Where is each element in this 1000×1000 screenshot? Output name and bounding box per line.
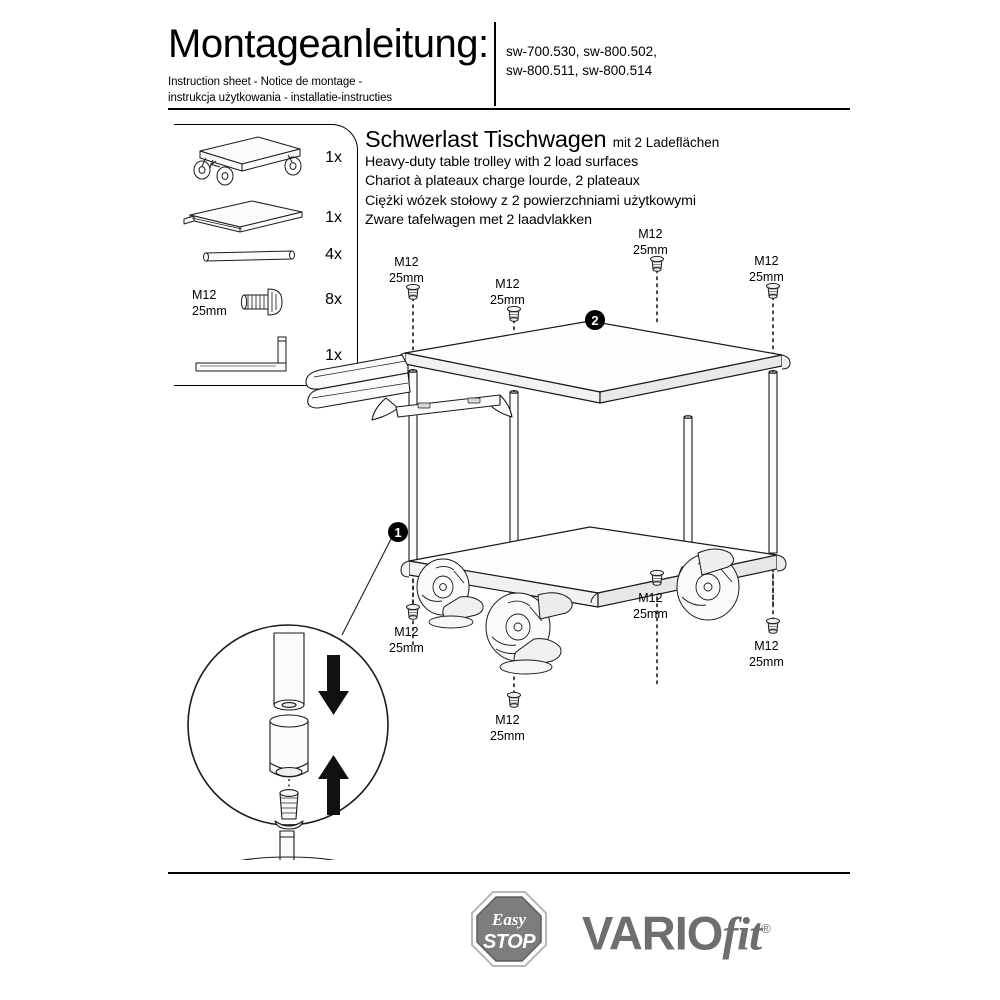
bolt-label-bottom-left-length: 25mm <box>389 640 424 655</box>
bolt-label-bottom-front <box>490 713 525 744</box>
bolt-label-top-left-length: 25mm <box>389 270 424 285</box>
post-rear-left <box>409 371 417 563</box>
bolt-label-top-center <box>633 227 668 258</box>
svg-text:1: 1 <box>394 525 402 540</box>
subtitle-line-1: Instruction sheet - Notice de montage - <box>168 76 363 88</box>
bolt-label-bottom-front-length: 25mm <box>490 728 525 743</box>
article-number-line-2: sw-800.511, sw-800.514 <box>506 63 653 78</box>
bolt-top-left <box>407 284 420 299</box>
parts-list-item-shelf <box>174 197 358 239</box>
bolt-label-bottom-front-size: M12 <box>495 713 520 727</box>
post-rear-right <box>769 372 777 553</box>
parts-quantity-post: 4x <box>325 246 342 263</box>
bolt-label-bottom-mid-length: 25mm <box>633 606 668 621</box>
article-numbers <box>506 42 657 80</box>
product-name-de-main: Schwerlast Tischwagen <box>365 126 607 152</box>
product-title-block <box>365 126 835 231</box>
svg-text:2: 2 <box>591 313 599 328</box>
upper-load-surface <box>397 321 790 403</box>
parts-quantity-shelf: 1x <box>325 209 342 226</box>
brand-prefix: VARIO <box>582 906 723 960</box>
registered-mark: ® <box>761 920 770 936</box>
bolt-spec-size: M12 <box>192 288 217 302</box>
easystop-logo <box>470 890 548 973</box>
header-rule <box>168 108 850 110</box>
bolt-label-top-mid-size: M12 <box>495 277 520 291</box>
footer-rule <box>168 872 850 874</box>
bolt-label-top-left-size: M12 <box>394 255 419 269</box>
bolt-label-bottom-mid-size: M12 <box>638 591 663 605</box>
bolt-label-top-right <box>749 254 784 285</box>
assembly-diagram-svg <box>170 235 850 860</box>
product-name-pl: Ciężki wózek stołowy z 2 powierzchniami użytkowymi <box>365 192 696 209</box>
product-name-nl: Zware tafelwagen met 2 laadvlakken <box>365 212 592 229</box>
brake-pedal-front-left <box>538 593 572 619</box>
parts-list-item-base <box>174 131 358 189</box>
bolt-label-bottom-right-size: M12 <box>754 639 779 653</box>
bolt-spec-length: 25mm <box>192 304 227 318</box>
sheet-footer <box>168 884 850 976</box>
subtitle-line-2: instrukcja użytkowania - installatie-instructies <box>168 92 393 104</box>
bolt-bottom-right <box>767 618 780 633</box>
bolt-bottom-left <box>407 604 420 619</box>
sheet-header <box>168 18 850 106</box>
bolt-label-top-right-length: 25mm <box>749 269 784 284</box>
variofit-wordmark <box>582 900 770 964</box>
bolt-label-top-center-length: 25mm <box>633 242 668 257</box>
article-number-line-1: sw-700.530, sw-800.502, <box>506 44 657 59</box>
detail-hex-key <box>192 831 294 860</box>
trolley-base-icon <box>180 131 312 194</box>
assembly-diagram <box>170 227 850 860</box>
bolt-label-top-mid-length: 25mm <box>490 292 525 307</box>
bolt-label-top-center-size: M12 <box>638 227 663 241</box>
svg-text:STOP: STOP <box>482 931 536 953</box>
parts-quantity-hexkey: 1x <box>325 347 342 364</box>
product-name-de <box>365 126 835 153</box>
product-name-en: Heavy-duty table trolley with 2 load surfaces <box>365 154 639 170</box>
page-title: Montageanleitung: <box>168 22 489 66</box>
bolt-label-bottom-right-length: 25mm <box>749 654 784 669</box>
bolt-label-bottom-mid <box>633 591 668 622</box>
caster-front-left-with-brake <box>486 593 572 674</box>
bolt-label-bottom-right <box>749 639 784 670</box>
bolt-label-bottom-left-size: M12 <box>394 625 419 639</box>
bolt-top-mid <box>508 306 521 321</box>
callout-1-leader <box>342 537 392 635</box>
product-name-fr: Chariot à plateaux charge lourde, 2 plateaux <box>365 173 640 190</box>
bolt-top-center <box>651 256 664 271</box>
brand-row <box>470 890 770 973</box>
bolt-top-right <box>767 283 780 298</box>
svg-text:Easy: Easy <box>492 910 526 929</box>
bolt-label-bottom-left <box>389 625 424 656</box>
callout-1-badge <box>388 522 408 542</box>
product-name-de-suffix: mit 2 Ladeflächen <box>612 135 720 150</box>
header-subtitles <box>168 74 392 106</box>
detail-circle-post-assembly <box>188 625 388 860</box>
bolt-bottom-front <box>508 692 521 707</box>
parts-quantity-base: 1x <box>325 149 342 166</box>
callout-2-badge <box>585 310 605 330</box>
bolt-label-top-left <box>389 255 424 286</box>
bolt-label-top-right-size: M12 <box>754 254 779 268</box>
bolt-label-top-mid <box>490 277 525 308</box>
brand-suffix: fit <box>722 908 762 961</box>
parts-quantity-bolt: 8x <box>325 291 342 308</box>
header-divider <box>494 22 496 106</box>
